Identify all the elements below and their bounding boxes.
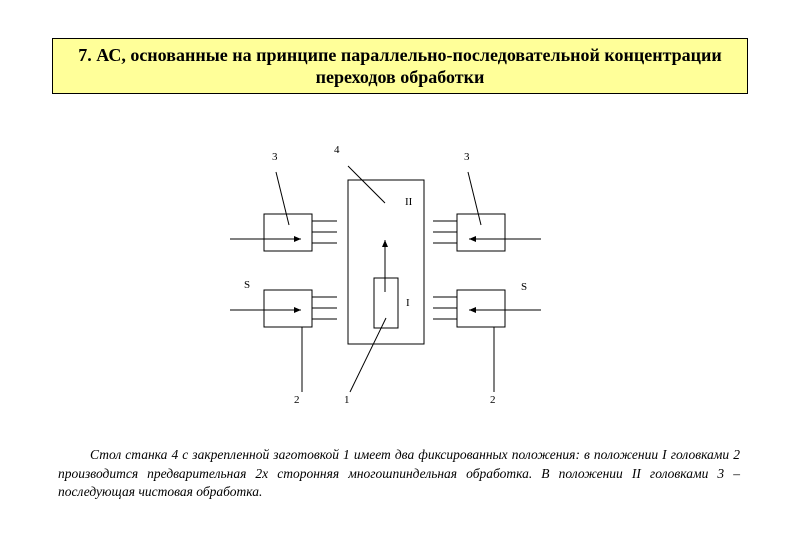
- label-feed-left: S: [244, 279, 251, 291]
- label-head3-right: 3: [464, 151, 470, 163]
- slide-title: 7. АС, основанные на принципе параллельно-последовательной концентрации переходов обработки: [78, 45, 722, 87]
- label-position-2: II: [405, 196, 413, 208]
- workpiece: [374, 278, 398, 328]
- label-head2-left: 2: [294, 394, 300, 406]
- head-2-left: [230, 290, 337, 327]
- label-position-1: I: [406, 297, 410, 309]
- head-2-right: [433, 290, 541, 327]
- label-feed-right: S: [521, 281, 528, 293]
- leader-3-left: [276, 172, 289, 225]
- head-3-left: [230, 214, 337, 251]
- label-head2-right: 2: [490, 394, 496, 406]
- label-table4: 4: [334, 144, 340, 156]
- caption-text: Стол станка 4 с закрепленной заготовкой 1 имеет два фиксированных положения: в положении I головками 2 производится предварительная 2х сторонняя многошпиндельная обработка. В положении II головками 3 – последующая чистовая обработка.: [58, 447, 740, 499]
- leader-4: [348, 166, 385, 203]
- leader-1: [350, 318, 386, 392]
- leader-3-right: [468, 172, 481, 225]
- machine-table: [348, 180, 424, 344]
- head-3-right: [433, 214, 541, 251]
- label-head3-left: 3: [272, 151, 278, 163]
- label-part1: 1: [344, 394, 350, 406]
